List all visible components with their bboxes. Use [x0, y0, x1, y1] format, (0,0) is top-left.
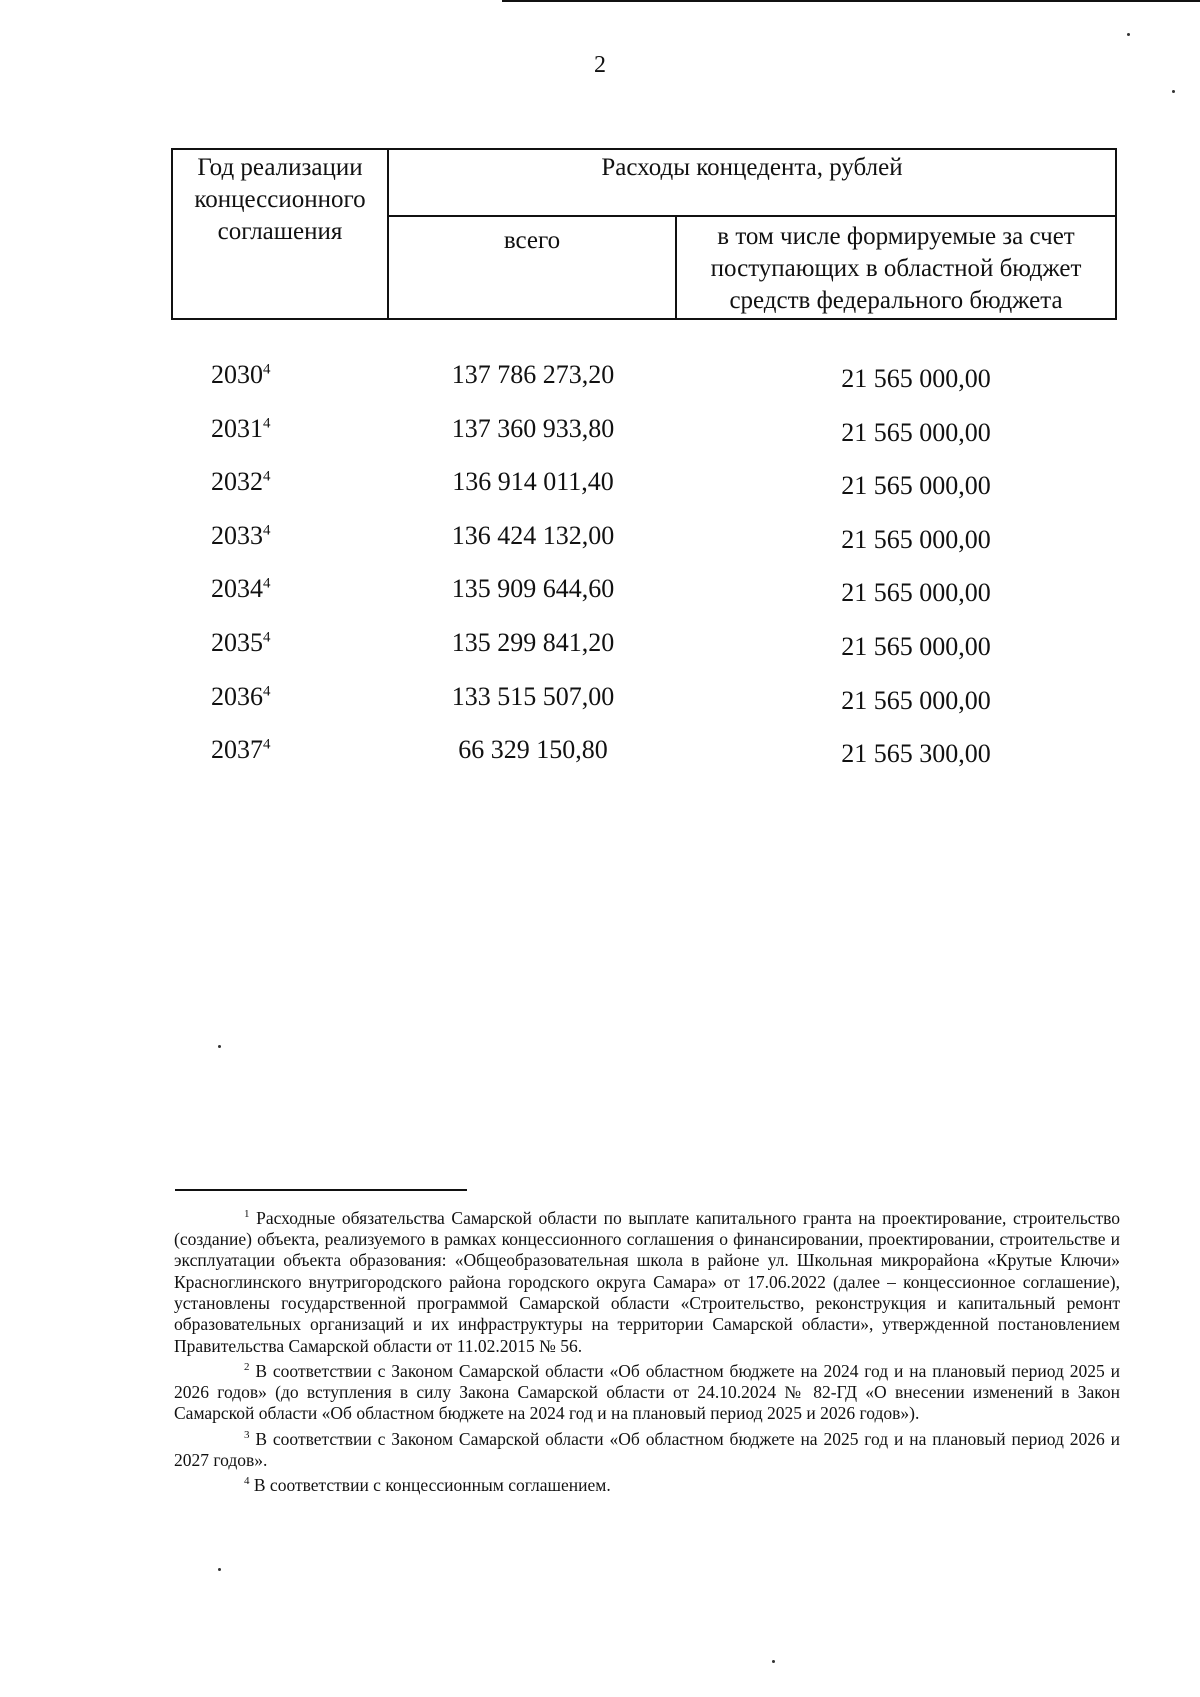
- header-year: Год реализации концессионного соглашения: [172, 149, 388, 319]
- row-year: 2034$^4$: [211, 574, 271, 604]
- row-total: 135 909 644,60: [451, 574, 615, 604]
- row-year: 2037$^4$: [211, 735, 271, 765]
- scan-speck: [218, 1045, 221, 1048]
- row-total: 136 424 132,00: [451, 520, 615, 550]
- expenses-table-header: [171, 148, 1117, 320]
- row-year: 2031$^4$: [211, 413, 271, 443]
- table-row: [171, 735, 1117, 789]
- expenses-table-body: [171, 360, 1117, 789]
- scan-speck: [218, 1568, 221, 1571]
- table-row: [171, 521, 1117, 575]
- row-federal: 21 565 000,00: [841, 471, 991, 501]
- row-year: 2036$^4$: [211, 681, 271, 711]
- header-federal: в том числе формируемые за счет поступающих в областной бюджет средств федерального бюджета: [676, 216, 1116, 319]
- row-total: 136 914 011,40: [452, 467, 614, 497]
- table-row: [171, 574, 1117, 628]
- footnotes: [174, 1204, 1120, 1496]
- table-row: [171, 628, 1117, 682]
- table-row: [171, 467, 1117, 521]
- row-year: 2032$^4$: [211, 467, 271, 497]
- row-total: 137 786 273,20: [451, 360, 615, 389]
- scan-speck: [772, 1660, 775, 1663]
- table-row: [171, 414, 1117, 468]
- footnote: $^1$ Расходные обязательства Самарской области по выплате капитального гранта на проектирование, строительство (создание) объекта, реализуемого в рамках концессионного соглашения о финансировании, проектировании, строительстве и эксплуатации объекта образования: «Общеобразовательная школа в районе ул. Школьная микрорайона «Крутые Ключи» Красноглинского внутригородского района городского округа Самара» от 17.06.2022 (далее – концессионное соглашение), установлены государственной программой Самарской области «Строительство, реконструкция и капитальный ремонт образовательных организаций и их инфраструктуры на территории Самарской области», утвержденной постановлением Правительства Самарской области от 11.02.2015 № 56.: [174, 1207, 1120, 1356]
- table-row: [171, 360, 1117, 414]
- footnote: $^4$ В соответствии с концессионным соглашением.: [244, 1474, 611, 1495]
- scan-speck: [1172, 90, 1175, 93]
- row-federal: 21 565 000,00: [841, 631, 991, 661]
- row-federal: 21 565 000,00: [841, 685, 991, 715]
- row-federal: 21 565 000,00: [841, 524, 991, 554]
- footnote-separator: [175, 1189, 467, 1191]
- header-expenses: Расходы концедента, рублей: [388, 149, 1116, 216]
- row-total: 66 329 150,80: [458, 735, 608, 765]
- row-total: 137 360 933,80: [451, 413, 615, 443]
- row-year: 2033$^4$: [211, 520, 271, 550]
- page-number: 2: [594, 52, 606, 78]
- row-federal: 21 565 000,00: [841, 364, 991, 393]
- row-year: 2030$^4$: [211, 360, 271, 389]
- footnote: $^3$ В соответствии с Законом Самарской области «Об областном бюджете на 2025 год и на плановый период 2026 и 2027 годов».: [174, 1428, 1121, 1470]
- scan-speck: [1127, 33, 1130, 36]
- table-row: [171, 682, 1117, 736]
- row-federal: 21 565 300,00: [841, 739, 991, 769]
- header-total: всего: [388, 216, 676, 319]
- row-federal: 21 565 000,00: [841, 578, 991, 608]
- row-federal: 21 565 000,00: [841, 417, 991, 447]
- top-edge-line: [502, 0, 1200, 2]
- footnote: $^2$ В соответствии с Законом Самарской области «Об областном бюджете на 2024 год и на плановый период 2025 и 2026 годов» (до вступления в силу Закона Самарской области от 24.10.2024 № 82-ГД «О внесении изменений в Закон Самарской области «Об областном бюджете на 2024 год и на плановый период 2025 и 2026 годов»).: [174, 1360, 1121, 1424]
- row-year: 2035$^4$: [211, 627, 271, 657]
- row-total: 135 299 841,20: [451, 627, 615, 657]
- row-total: 133 515 507,00: [451, 681, 615, 711]
